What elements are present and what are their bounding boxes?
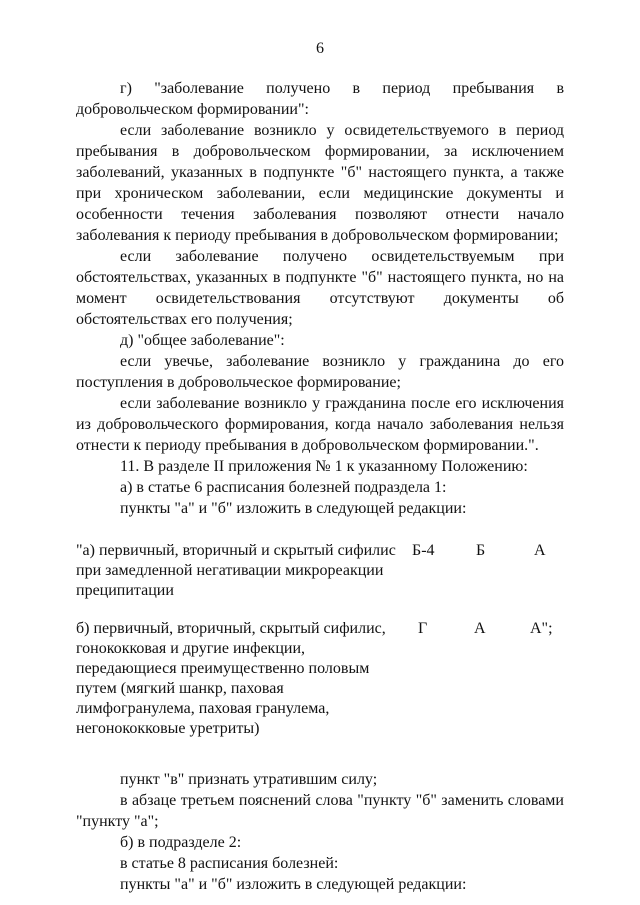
category-1: Б-4 [412, 542, 435, 559]
category-3: А [534, 542, 546, 559]
paragraph: в статье 8 расписания болезней: [120, 855, 339, 872]
paragraph: если увечье, заболевание возникло у гражданина до его поступления в добровольческое формирование; [76, 353, 564, 391]
category-2: А [474, 620, 486, 637]
paragraph: если заболевание возникло у освидетельствуемого в период пребывания в добровольческом формировании, за исключением заболеваний, указанных в подпункте "б" настоящего пункта, а также при хроническом заболевании, если медицинские документы и особенности течения заболевания позволяют отнести начало заболевания к периоду пребывания в добровольческом формировании; [76, 122, 564, 244]
disease-row-a [76, 541, 564, 601]
paragraph: 11. В разделе II приложения № 1 к указанному Положению: [120, 458, 528, 475]
paragraph: б) в подразделе 2: [120, 834, 242, 851]
paragraph: д) "общее заболевание": [120, 332, 285, 349]
disease-description: "а) первичный, вторичный и скрытый сифилис при замедленной негативации микрореакции преципитации [76, 542, 396, 599]
disease-row-b [76, 619, 564, 739]
category-1: Г [418, 620, 428, 637]
category-2: Б [476, 542, 486, 559]
paragraph: если заболевание возникло у гражданина после его исключения из добровольческого формирования, когда начало заболевания нельзя отнести к периоду пребывания в добровольческом формировании.". [76, 395, 564, 454]
category-3: А"; [530, 620, 553, 637]
paragraph: в абзаце третьем пояснений слова "пункту "б" заменить словами "пункту "а"; [76, 792, 564, 830]
page-number: 6 [316, 40, 324, 57]
paragraph: пункты "а" и "б" изложить в следующей редакции: [120, 876, 467, 893]
document-body [76, 78, 564, 895]
disease-description: б) первичный, вторичный, скрытый сифилис, гонококковая и другие инфекции, передающиеся преимущественно половым путем (мягкий шанкр, паховая лимфогранулема, паховая гранулема, негонококковые уретриты) [76, 620, 386, 737]
paragraph: если заболевание получено освидетельствуемым при обстоятельствах, указанных в подпункте "б" настоящего пункта, но на момент освидетельствования отсутствуют документы об обстоятельствах его получения; [76, 248, 564, 328]
paragraph: а) в статье 6 расписания болезней подраздела 1: [120, 479, 447, 496]
paragraph: г) "заболевание получено в период пребывания в добровольческом формировании": [76, 80, 564, 118]
paragraph: пункт "в" признать утратившим силу; [120, 771, 378, 788]
paragraph: пункты "а" и "б" изложить в следующей редакции: [120, 500, 467, 517]
